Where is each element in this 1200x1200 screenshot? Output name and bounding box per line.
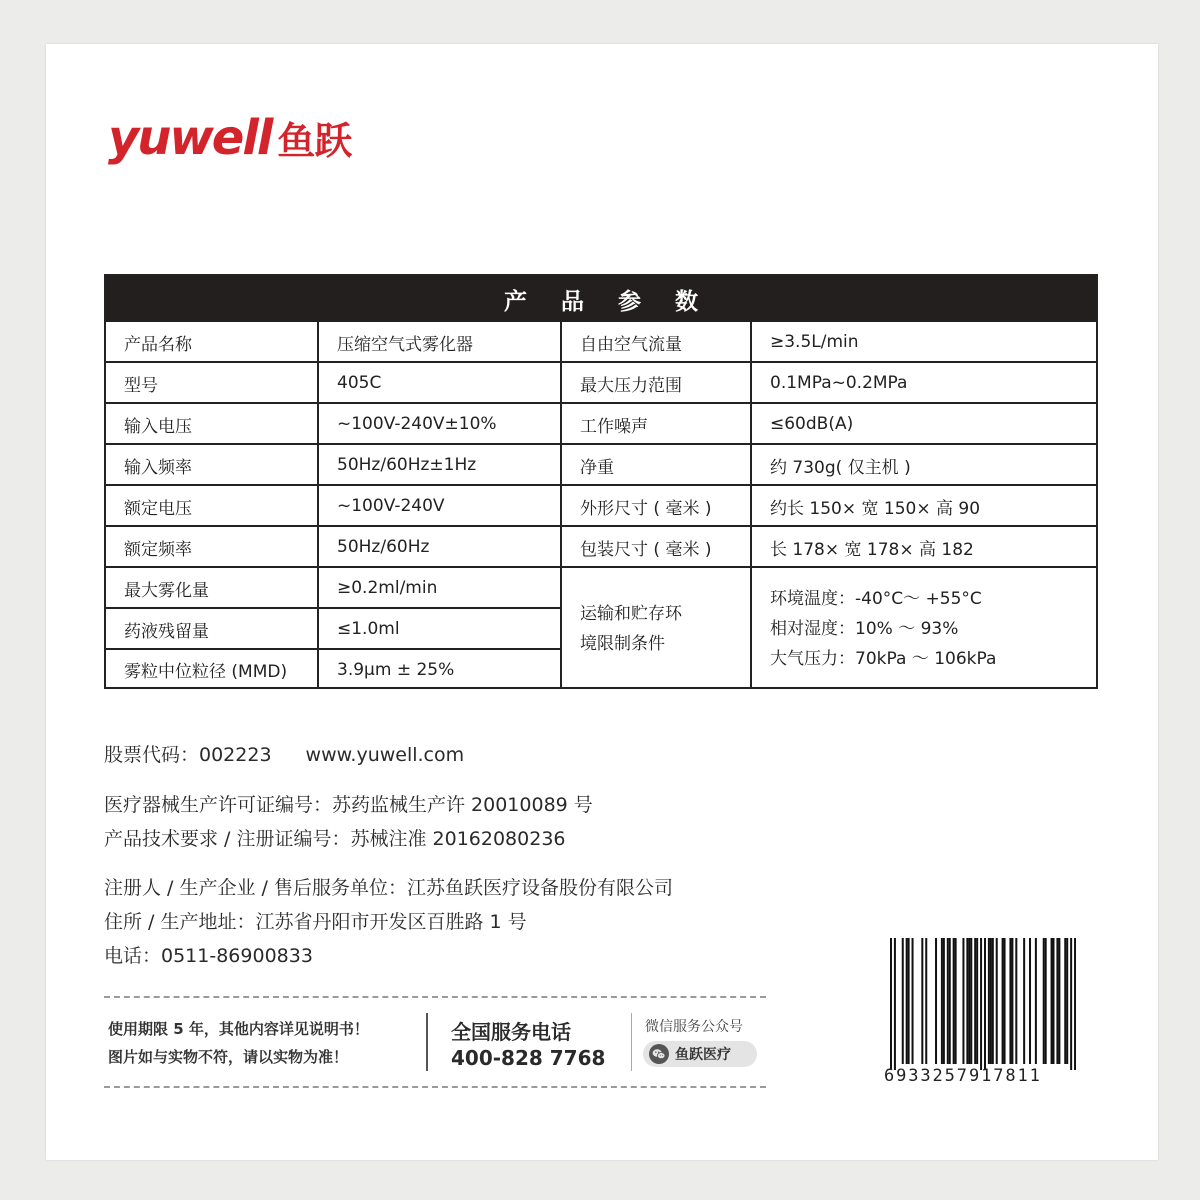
spec-value: 压缩空气式雾化器	[337, 334, 473, 355]
barcode-bar	[974, 938, 976, 1064]
wechat-account-badge[interactable]	[643, 1041, 757, 1067]
barcode-bar	[1011, 938, 1013, 1064]
footer-separator	[631, 1013, 632, 1071]
barcode-guard-bar	[980, 938, 982, 1070]
barcode-bar	[953, 938, 955, 1064]
address: 住所 / 生产地址：江苏省丹阳市开发区百胜路 1 号	[104, 911, 527, 933]
spec-value: 405C	[337, 373, 382, 393]
barcode-bar	[1058, 938, 1060, 1064]
spec-label: 雾粒中位粒径 (MMD)	[124, 662, 288, 682]
spec-value: 3.9μm ± 25%	[337, 659, 455, 680]
stock-website-line	[104, 740, 464, 767]
spec-value: 长 178× 宽 178× 高 182	[770, 539, 974, 560]
env-conditions-value	[752, 568, 1096, 689]
dashed-divider	[104, 996, 766, 998]
wechat-account-name: 鱼跃医疗	[675, 1047, 731, 1063]
barcode-guard-bar	[1070, 938, 1072, 1070]
barcode-bar	[1064, 938, 1066, 1064]
barcode-bar	[1023, 938, 1025, 1064]
spec-label: 包装尺寸 ( 毫米 )	[580, 539, 712, 560]
barcode-bar	[992, 938, 994, 1064]
spec-label: 净重	[580, 457, 614, 478]
spec-label: 外形尺寸 ( 毫米 )	[580, 498, 712, 519]
logo-latin: yuwell	[108, 110, 272, 166]
spec-label: 型号	[124, 375, 158, 396]
website-link[interactable]: www.yuwell.com	[305, 744, 465, 766]
registrant: 注册人 / 生产企业 / 售后服务单位：江苏鱼跃医疗设备股份有限公司	[104, 877, 673, 899]
spec-label: 输入电压	[124, 416, 192, 437]
barcode-bar	[990, 938, 992, 1064]
barcode-bar	[1066, 938, 1068, 1064]
barcode-digits: 6933257917811	[884, 1066, 1042, 1086]
barcode-guard-bar	[894, 938, 896, 1070]
barcode-bar	[921, 938, 923, 1064]
spec-value: 50Hz/60Hz	[337, 537, 430, 557]
wechat-icon	[649, 1044, 669, 1064]
barcode-bar	[1051, 938, 1053, 1064]
barcode-bar	[1043, 938, 1045, 1064]
barcode-bar	[1056, 938, 1058, 1064]
barcode-guard-bar	[890, 938, 892, 1070]
barcode-bar	[976, 938, 978, 1064]
spec-value: ~100V-240V	[337, 496, 445, 516]
spec-value: 约长 150× 宽 150× 高 90	[770, 498, 981, 519]
spec-value: ≥0.2ml/min	[337, 578, 438, 598]
barcode-bar	[962, 938, 964, 1064]
lifespan-note: 使用期限 5 年，其他内容详见说明书！	[108, 1020, 369, 1038]
barcode-bar	[908, 938, 910, 1064]
barcode-bar	[941, 938, 943, 1064]
brand-logo	[108, 108, 351, 168]
barcode-bar	[968, 938, 970, 1064]
registration-number: 产品技术要求 / 注册证编号：苏械注准 20162080236	[104, 828, 566, 850]
spec-value: 50Hz/60Hz±1Hz	[337, 455, 477, 475]
spec-label: 最大雾化量	[124, 580, 209, 601]
barcode-bar	[988, 938, 990, 1064]
barcode-bar	[902, 938, 904, 1064]
barcode-bar	[1004, 938, 1006, 1064]
spec-value: 0.1MPa~0.2MPa	[770, 373, 908, 393]
env-temperature: 环境温度：-40°C～ +55°C	[770, 588, 982, 609]
spec-label: 产品名称	[124, 334, 192, 355]
barcode-bar	[970, 938, 972, 1064]
barcode-bar	[966, 938, 968, 1064]
barcode-bar	[912, 938, 914, 1064]
spec-label: 自由空气流量	[580, 334, 682, 355]
stock-code: 股票代码：002223	[104, 744, 272, 766]
barcode-bar	[935, 938, 937, 1064]
spec-label: 最大压力范围	[580, 375, 682, 396]
barcode	[890, 938, 1076, 1070]
dashed-divider	[104, 1086, 766, 1088]
wechat-title: 微信服务公众号	[645, 1019, 743, 1035]
barcode-bar	[1015, 938, 1017, 1064]
barcode-bar	[1029, 938, 1031, 1064]
env-conditions-label	[562, 568, 750, 689]
spec-value: ≤60dB(A)	[770, 414, 854, 434]
image-disclaimer: 图片如与实物不符，请以实物为准！	[108, 1048, 349, 1066]
service-hotline-number[interactable]: 400-828 7768	[451, 1046, 606, 1070]
spec-label: 药液残留量	[124, 621, 209, 642]
spec-label: 额定频率	[124, 539, 192, 560]
barcode-bar	[949, 938, 951, 1064]
barcode-bar	[925, 938, 927, 1064]
barcode-bar	[906, 938, 908, 1064]
spec-table-header: 产品参数	[106, 276, 1096, 322]
barcode-bar	[947, 938, 949, 1064]
production-license: 医疗器械生产许可证编号：苏药监械生产许 20010089 号	[104, 794, 593, 816]
env-label-line2: 境限制条件	[580, 633, 665, 654]
barcode-guard-bar	[984, 938, 986, 1070]
barcode-bar	[1009, 938, 1011, 1064]
logo-chinese: 鱼跃	[277, 119, 352, 163]
footer-separator	[426, 1013, 428, 1071]
spec-label: 输入频率	[124, 457, 192, 478]
barcode-bar	[1053, 938, 1055, 1064]
service-hotline-title: 全国服务电话	[451, 1020, 571, 1044]
env-pressure: 大气压力：70kPa ～ 106kPa	[770, 648, 997, 669]
barcode-guard-bar	[1074, 938, 1076, 1070]
spec-label: 工作噪声	[580, 416, 648, 437]
spec-value: 约 730g( 仅主机 )	[770, 457, 911, 478]
spec-label: 额定电压	[124, 498, 192, 519]
barcode-bar	[1035, 938, 1037, 1064]
barcode-bar	[943, 938, 945, 1064]
spec-table	[104, 274, 1098, 689]
spec-value: ~100V-240V±10%	[337, 414, 497, 434]
spec-value: ≤1.0ml	[337, 619, 400, 639]
barcode-bar	[1045, 938, 1047, 1064]
barcode-bar	[955, 938, 957, 1064]
env-label-line1: 运输和贮存环	[580, 603, 682, 624]
spec-value: ≥3.5L/min	[770, 332, 859, 352]
barcode-bar	[996, 938, 998, 1064]
env-humidity: 相对湿度：10% ～ 93%	[770, 618, 959, 639]
phone: 电话：0511-86900833	[104, 945, 313, 967]
barcode-bar	[1002, 938, 1004, 1064]
